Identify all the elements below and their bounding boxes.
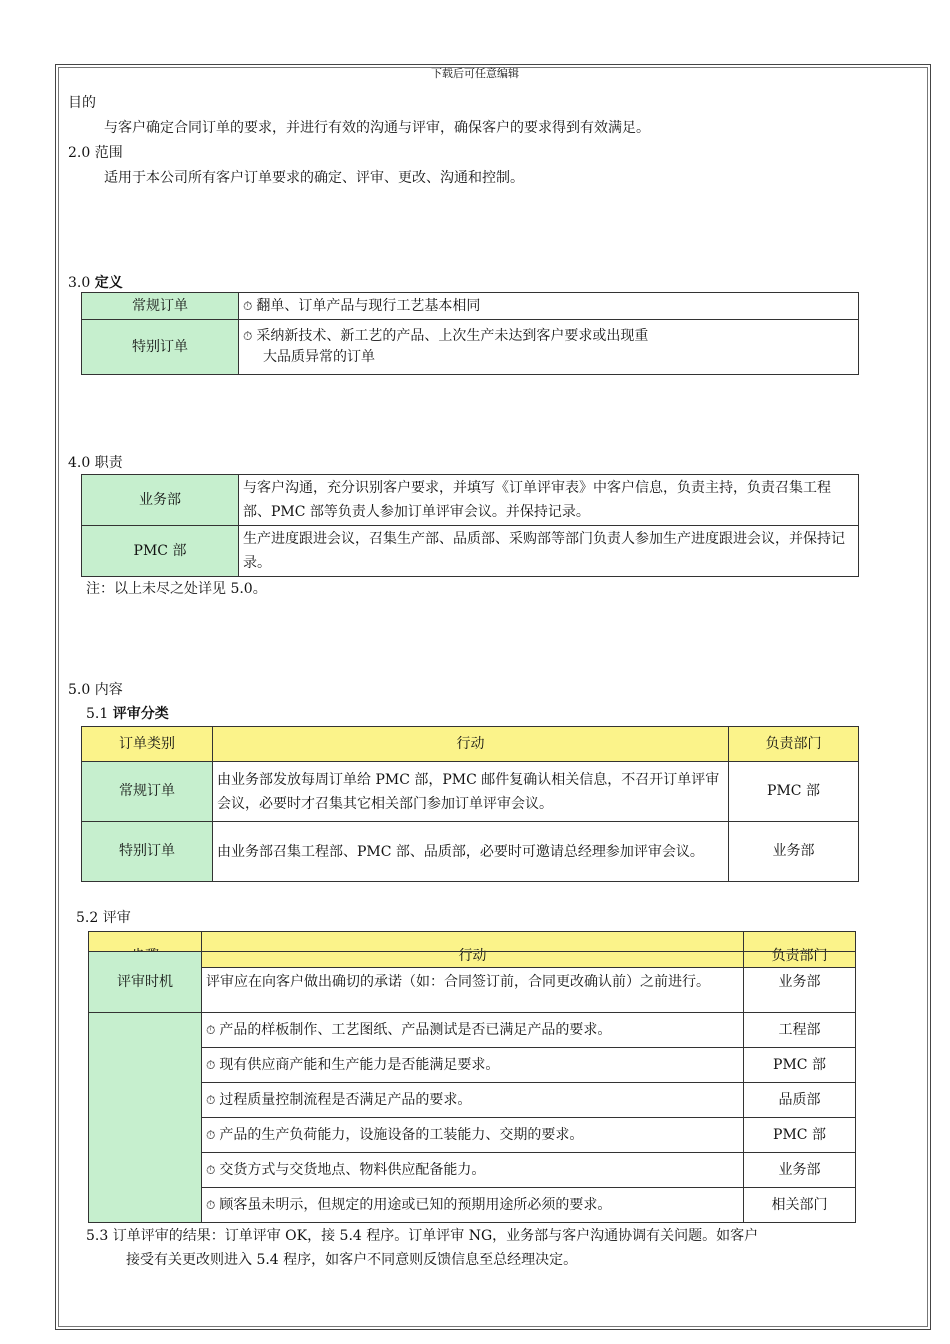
review-item-dept: 相关部门 bbox=[744, 1188, 856, 1223]
header-dept: 负责部门 bbox=[744, 932, 856, 968]
table-row bbox=[89, 1188, 856, 1223]
duty-dept: PMC 部 bbox=[82, 526, 239, 577]
duty-dept: 业务部 bbox=[82, 475, 239, 526]
definition-table bbox=[81, 292, 859, 375]
duty-table bbox=[81, 474, 859, 577]
clock-icon: ⏱ bbox=[206, 1057, 216, 1072]
section-content-title: 5.0 内容 bbox=[68, 682, 123, 698]
subsection-5-3-line1: 5.3 订单评审的结果：订单评审 OK，接 5.4 程序。订单评审 NG，业务部与客户沟通协调有关问题。如客户 bbox=[86, 1228, 759, 1244]
clock-icon: ⏱ bbox=[206, 1162, 216, 1177]
section-purpose-title: 目的 bbox=[68, 95, 96, 111]
header-action: 行动 bbox=[213, 727, 729, 762]
review-item-dept: PMC 部 bbox=[744, 1118, 856, 1153]
definition-term: 常规订单 bbox=[82, 293, 239, 320]
order-type: 特别订单 bbox=[82, 822, 213, 882]
section-purpose-text: 与客户确定合同订单的要求，并进行有效的沟通与评审，确保客户的要求得到有效满足。 bbox=[104, 120, 650, 136]
review-item-dept: 工程部 bbox=[744, 1013, 856, 1048]
classification-table bbox=[81, 726, 859, 882]
table-row bbox=[82, 320, 859, 375]
review-item-dept: 业务部 bbox=[744, 1153, 856, 1188]
table-header-row bbox=[82, 727, 859, 762]
review-content-cell bbox=[89, 1013, 202, 1223]
section-scope-title: 2.0 范围 bbox=[68, 145, 123, 161]
clock-icon: ⏱ bbox=[206, 1092, 216, 1107]
section-duty-title: 4.0 职责 bbox=[68, 455, 123, 471]
table-row bbox=[82, 822, 859, 882]
review-table bbox=[88, 951, 856, 1223]
table-row bbox=[82, 762, 859, 822]
order-action: 由业务部发放每周订单给 PMC 部，PMC 邮件复确认相关信息，不召开订单评审会议，必要时才召集其它相关部门参加订单评审会议。 bbox=[213, 762, 729, 822]
review-item-dept: PMC 部 bbox=[744, 1048, 856, 1083]
table-row bbox=[82, 475, 859, 526]
review-item-action: ⏱ 产品的生产负荷能力，设施设备的工装能力、交期的要求。 bbox=[202, 1118, 744, 1153]
clock-icon: ⏱ bbox=[243, 329, 253, 343]
header-note: 下载后可任意编辑 bbox=[431, 67, 519, 80]
review-item-action: ⏱ 产品的样板制作、工艺图纸、产品测试是否已满足产品的要求。 bbox=[202, 1013, 744, 1048]
definition-desc: ⏱ 翻单、订单产品与现行工艺基本相同 bbox=[239, 293, 859, 320]
definition-desc: ⏱ 采纳新技术、新工艺的产品、上次生产未达到客户要求或出现重 大品质异常的订单 bbox=[239, 320, 859, 375]
table-row bbox=[82, 526, 859, 577]
table-row bbox=[89, 1153, 856, 1188]
table-row bbox=[89, 1118, 856, 1153]
clock-icon: ⏱ bbox=[206, 1022, 216, 1037]
review-item-action: ⏱ 过程质量控制流程是否满足产品的要求。 bbox=[202, 1083, 744, 1118]
review-item-action: ⏱ 交货方式与交货地点、物料供应配备能力。 bbox=[202, 1153, 744, 1188]
order-dept: PMC 部 bbox=[729, 762, 859, 822]
header-dept: 负责部门 bbox=[729, 727, 859, 762]
order-action: 由业务部召集工程部、PMC 部、品质部，必要时可邀请总经理参加评审会议。 bbox=[213, 822, 729, 882]
review-item-action: ⏱ 顾客虽未明示，但规定的用途或已知的预期用途所必须的要求。 bbox=[202, 1188, 744, 1223]
clock-icon: ⏱ bbox=[206, 1197, 216, 1212]
duty-desc: 生产进度跟进会议，召集生产部、品质部、采购部等部门负责人参加生产进度跟进会议，并保持记录。 bbox=[239, 526, 859, 577]
header-order-type: 订单类别 bbox=[82, 727, 213, 762]
duty-note: 注：以上未尽之处详见 5.0。 bbox=[86, 581, 267, 597]
table-row bbox=[82, 293, 859, 320]
section-definition-word: 定义 bbox=[94, 275, 123, 291]
section-scope-text: 适用于本公司所有客户订单要求的确定、评审、更改、沟通和控制。 bbox=[104, 170, 524, 186]
table-row bbox=[89, 1013, 856, 1048]
review-timing-label: 评审时机 bbox=[89, 952, 202, 1013]
subsection-5-2-title: 5.2 评审 bbox=[76, 910, 131, 926]
clock-icon: ⏱ bbox=[206, 1127, 216, 1142]
duty-desc: 与客户沟通，充分识别客户要求，并填写《订单评审表》中客户信息，负责主持，负责召集工程部、PMC 部等负责人参加订单评审会议。并保持记录。 bbox=[239, 475, 859, 526]
section-definition-title bbox=[68, 273, 123, 293]
subsection-5-3-line2: 接受有关更改则进入 5.4 程序，如客户不同意则反馈信息至总经理决定。 bbox=[126, 1252, 578, 1268]
table-row bbox=[89, 1083, 856, 1118]
review-timing-dept: 业务部 bbox=[744, 952, 856, 1013]
table-row bbox=[89, 1048, 856, 1083]
review-item-dept: 品质部 bbox=[744, 1083, 856, 1118]
subsection-5-1-title: 5.1 评审分类 bbox=[86, 706, 169, 722]
clock-icon: ⏱ bbox=[243, 298, 253, 313]
order-dept: 业务部 bbox=[729, 822, 859, 882]
review-header-clip bbox=[88, 931, 855, 964]
review-timing-action: 评审应在向客户做出确切的承诺（如：合同签订前，合同更改确认前）之前进行。 bbox=[202, 952, 744, 1013]
section-definition-number: 3.0 bbox=[68, 275, 95, 291]
order-type: 常规订单 bbox=[82, 762, 213, 822]
header-action: 行动 bbox=[202, 932, 744, 968]
review-item-action: ⏱ 现有供应商产能和生产能力是否能满足要求。 bbox=[202, 1048, 744, 1083]
definition-term: 特别订单 bbox=[82, 320, 239, 375]
table-row bbox=[89, 952, 856, 1013]
